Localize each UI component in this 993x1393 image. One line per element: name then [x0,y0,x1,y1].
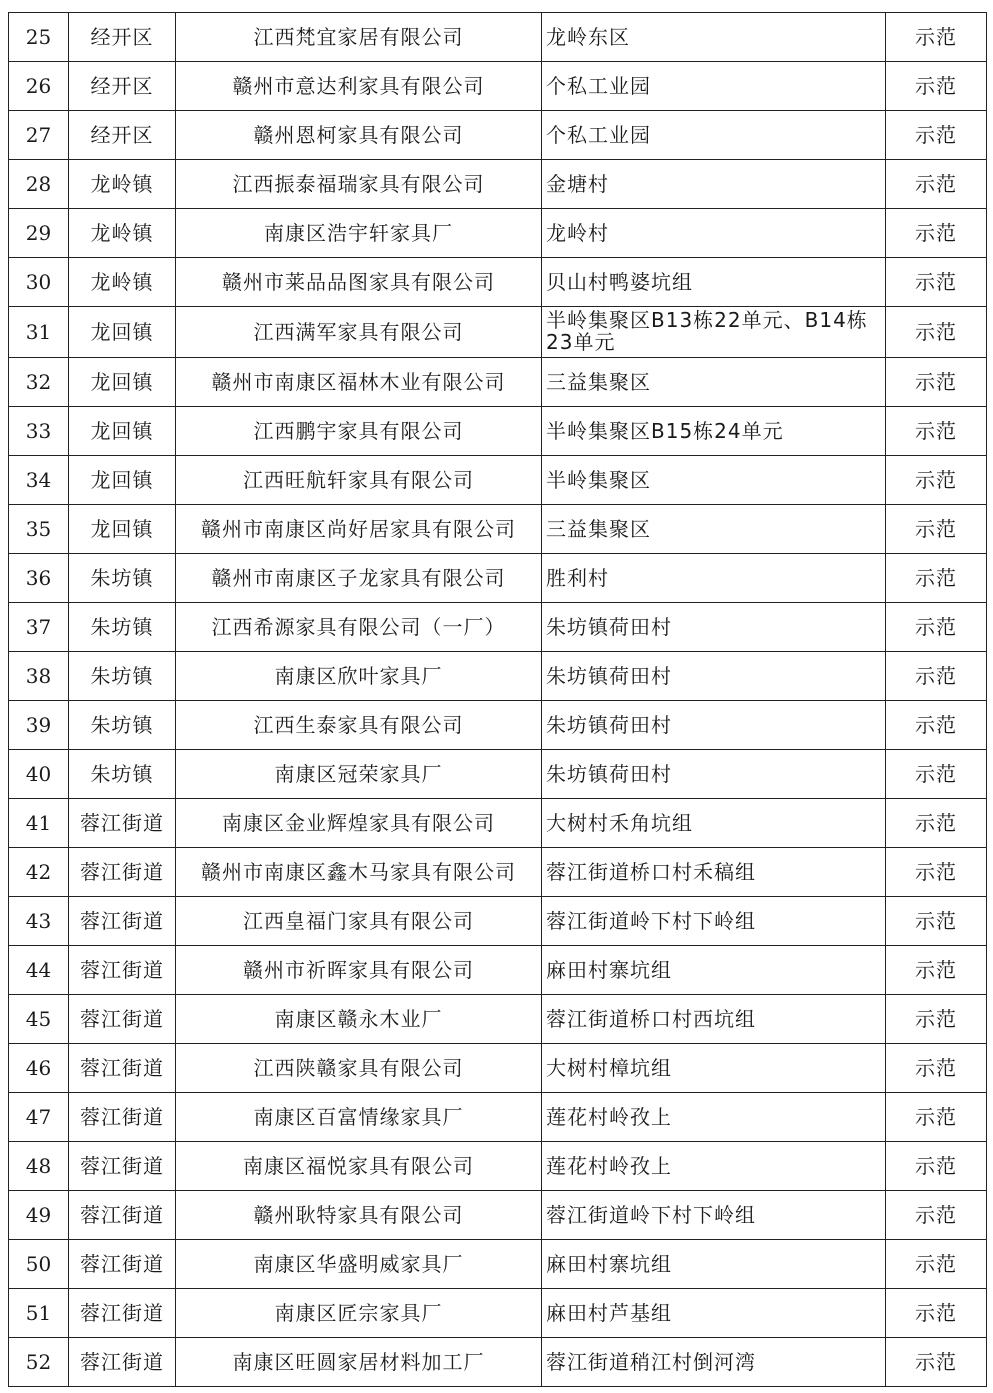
company-name-cell: 赣州市意达利家具有限公司 [176,62,542,111]
address-cell: 蓉江街道岭下村下岭组 [542,897,886,946]
town-cell: 龙岭镇 [69,160,176,209]
table-row [9,505,987,554]
table-row [9,307,987,358]
company-name-cell: 南康区旺圆家居材料加工厂 [176,1338,542,1387]
row-number: 44 [9,946,69,995]
row-number: 31 [9,307,69,358]
address-cell: 麻田村寨坑组 [542,1240,886,1289]
table-row [9,652,987,701]
company-name-cell: 江西陕赣家具有限公司 [176,1044,542,1093]
row-number: 35 [9,505,69,554]
address-cell: 半岭集聚区 [542,456,886,505]
type-cell: 示范 [886,505,987,554]
company-name-cell: 江西鹏宇家具有限公司 [176,407,542,456]
town-cell: 蓉江街道 [69,1338,176,1387]
company-name-cell: 江西振泰福瑞家具有限公司 [176,160,542,209]
table-row [9,897,987,946]
company-name-cell: 赣州恩柯家具有限公司 [176,111,542,160]
type-cell: 示范 [886,848,987,897]
type-cell: 示范 [886,456,987,505]
type-cell: 示范 [886,750,987,799]
town-cell: 蓉江街道 [69,1044,176,1093]
row-number: 38 [9,652,69,701]
company-name-cell: 赣州市南康区子龙家具有限公司 [176,554,542,603]
town-cell: 龙回镇 [69,505,176,554]
address-cell: 朱坊镇荷田村 [542,701,886,750]
row-number: 28 [9,160,69,209]
address-cell: 莲花村岭孜上 [542,1142,886,1191]
row-number: 36 [9,554,69,603]
enterprise-table-wrapper [8,12,986,1387]
type-cell: 示范 [886,62,987,111]
company-name-cell: 南康区华盛明威家具厂 [176,1240,542,1289]
table-row [9,750,987,799]
address-cell: 麻田村寨坑组 [542,946,886,995]
type-cell: 示范 [886,1289,987,1338]
company-name-cell: 赣州市南康区福林木业有限公司 [176,358,542,407]
address-cell: 麻田村芦基组 [542,1289,886,1338]
address-cell: 大树村禾角坑组 [542,799,886,848]
town-cell: 朱坊镇 [69,554,176,603]
row-number: 42 [9,848,69,897]
company-name-cell: 南康区浩宇轩家具厂 [176,209,542,258]
town-cell: 朱坊镇 [69,701,176,750]
row-number: 29 [9,209,69,258]
table-row [9,209,987,258]
town-cell: 龙岭镇 [69,209,176,258]
address-cell: 个私工业园 [542,62,886,111]
table-row [9,62,987,111]
row-number: 46 [9,1044,69,1093]
table-row [9,358,987,407]
town-cell: 龙回镇 [69,358,176,407]
company-name-cell: 江西生泰家具有限公司 [176,701,542,750]
address-cell: 半岭集聚区B15栋24单元 [542,407,886,456]
type-cell: 示范 [886,1142,987,1191]
type-cell: 示范 [886,1240,987,1289]
address-cell: 蓉江街道桥口村禾稿组 [542,848,886,897]
type-cell: 示范 [886,209,987,258]
type-cell: 示范 [886,946,987,995]
town-cell: 龙回镇 [69,407,176,456]
type-cell: 示范 [886,1338,987,1387]
company-name-cell: 江西梵宜家居有限公司 [176,13,542,62]
address-cell: 朱坊镇荷田村 [542,603,886,652]
table-row [9,554,987,603]
row-number: 27 [9,111,69,160]
town-cell: 经开区 [69,13,176,62]
town-cell: 蓉江街道 [69,799,176,848]
type-cell: 示范 [886,13,987,62]
row-number: 25 [9,13,69,62]
row-number: 37 [9,603,69,652]
address-cell: 贝山村鸭婆坑组 [542,258,886,307]
type-cell: 示范 [886,111,987,160]
address-cell: 三益集聚区 [542,505,886,554]
table-row [9,1142,987,1191]
address-cell: 蓉江街道岭下村下岭组 [542,1191,886,1240]
type-cell: 示范 [886,995,987,1044]
address-cell: 三益集聚区 [542,358,886,407]
table-row [9,946,987,995]
company-name-cell: 南康区欣叶家具厂 [176,652,542,701]
town-cell: 龙岭镇 [69,258,176,307]
address-cell: 半岭集聚区B13栋22单元、B14栋23单元 [542,307,886,358]
address-cell: 蓉江街道稍江村倒河湾 [542,1338,886,1387]
town-cell: 蓉江街道 [69,1289,176,1338]
table-row [9,603,987,652]
company-name-cell: 赣州市南康区尚好居家具有限公司 [176,505,542,554]
address-cell: 莲花村岭孜上 [542,1093,886,1142]
address-cell: 龙岭村 [542,209,886,258]
town-cell: 蓉江街道 [69,848,176,897]
table-row [9,1044,987,1093]
town-cell: 蓉江街道 [69,1240,176,1289]
town-cell: 朱坊镇 [69,603,176,652]
type-cell: 示范 [886,1093,987,1142]
type-cell: 示范 [886,307,987,358]
town-cell: 蓉江街道 [69,1142,176,1191]
town-cell: 朱坊镇 [69,750,176,799]
company-name-cell: 南康区冠荣家具厂 [176,750,542,799]
table-row [9,1191,987,1240]
row-number: 45 [9,995,69,1044]
town-cell: 朱坊镇 [69,652,176,701]
row-number: 30 [9,258,69,307]
table-row [9,456,987,505]
town-cell: 经开区 [69,62,176,111]
row-number: 32 [9,358,69,407]
type-cell: 示范 [886,258,987,307]
company-name-cell: 赣州市南康区鑫木马家具有限公司 [176,848,542,897]
type-cell: 示范 [886,897,987,946]
table-row [9,1338,987,1387]
company-name-cell: 江西皇福门家具有限公司 [176,897,542,946]
table-row [9,160,987,209]
row-number: 50 [9,1240,69,1289]
row-number: 49 [9,1191,69,1240]
type-cell: 示范 [886,1044,987,1093]
company-name-cell: 江西希源家具有限公司（一厂） [176,603,542,652]
type-cell: 示范 [886,652,987,701]
table-row [9,407,987,456]
address-cell: 大树村樟坑组 [542,1044,886,1093]
town-cell: 龙回镇 [69,456,176,505]
table-body [9,13,987,1387]
row-number: 47 [9,1093,69,1142]
town-cell: 龙回镇 [69,307,176,358]
type-cell: 示范 [886,799,987,848]
company-name-cell: 江西旺航轩家具有限公司 [176,456,542,505]
company-name-cell: 南康区百富情缘家具厂 [176,1093,542,1142]
company-name-cell: 赣州市莱品品图家具有限公司 [176,258,542,307]
table-row [9,258,987,307]
type-cell: 示范 [886,554,987,603]
address-cell: 胜利村 [542,554,886,603]
town-cell: 蓉江街道 [69,995,176,1044]
type-cell: 示范 [886,160,987,209]
company-name-cell: 赣州市祈晖家具有限公司 [176,946,542,995]
table-row [9,1240,987,1289]
table-row [9,1289,987,1338]
company-name-cell: 江西满军家具有限公司 [176,307,542,358]
type-cell: 示范 [886,701,987,750]
company-name-cell: 南康区福悦家具有限公司 [176,1142,542,1191]
company-name-cell: 南康区赣永木业厂 [176,995,542,1044]
company-name-cell: 赣州耿特家具有限公司 [176,1191,542,1240]
type-cell: 示范 [886,407,987,456]
row-number: 52 [9,1338,69,1387]
table-row [9,701,987,750]
table-row [9,799,987,848]
town-cell: 经开区 [69,111,176,160]
row-number: 41 [9,799,69,848]
row-number: 39 [9,701,69,750]
row-number: 40 [9,750,69,799]
row-number: 26 [9,62,69,111]
town-cell: 蓉江街道 [69,946,176,995]
company-name-cell: 南康区金业辉煌家具有限公司 [176,799,542,848]
type-cell: 示范 [886,1191,987,1240]
row-number: 34 [9,456,69,505]
address-cell: 个私工业园 [542,111,886,160]
table-row [9,13,987,62]
enterprise-table [8,12,987,1387]
town-cell: 蓉江街道 [69,1093,176,1142]
address-cell: 蓉江街道桥口村西坑组 [542,995,886,1044]
row-number: 33 [9,407,69,456]
address-cell: 金塘村 [542,160,886,209]
company-name-cell: 南康区匠宗家具厂 [176,1289,542,1338]
row-number: 48 [9,1142,69,1191]
address-cell: 朱坊镇荷田村 [542,750,886,799]
table-row [9,1093,987,1142]
row-number: 51 [9,1289,69,1338]
type-cell: 示范 [886,603,987,652]
address-cell: 朱坊镇荷田村 [542,652,886,701]
town-cell: 蓉江街道 [69,1191,176,1240]
row-number: 43 [9,897,69,946]
type-cell: 示范 [886,358,987,407]
table-row [9,848,987,897]
address-cell: 龙岭东区 [542,13,886,62]
table-row [9,995,987,1044]
table-row [9,111,987,160]
town-cell: 蓉江街道 [69,897,176,946]
